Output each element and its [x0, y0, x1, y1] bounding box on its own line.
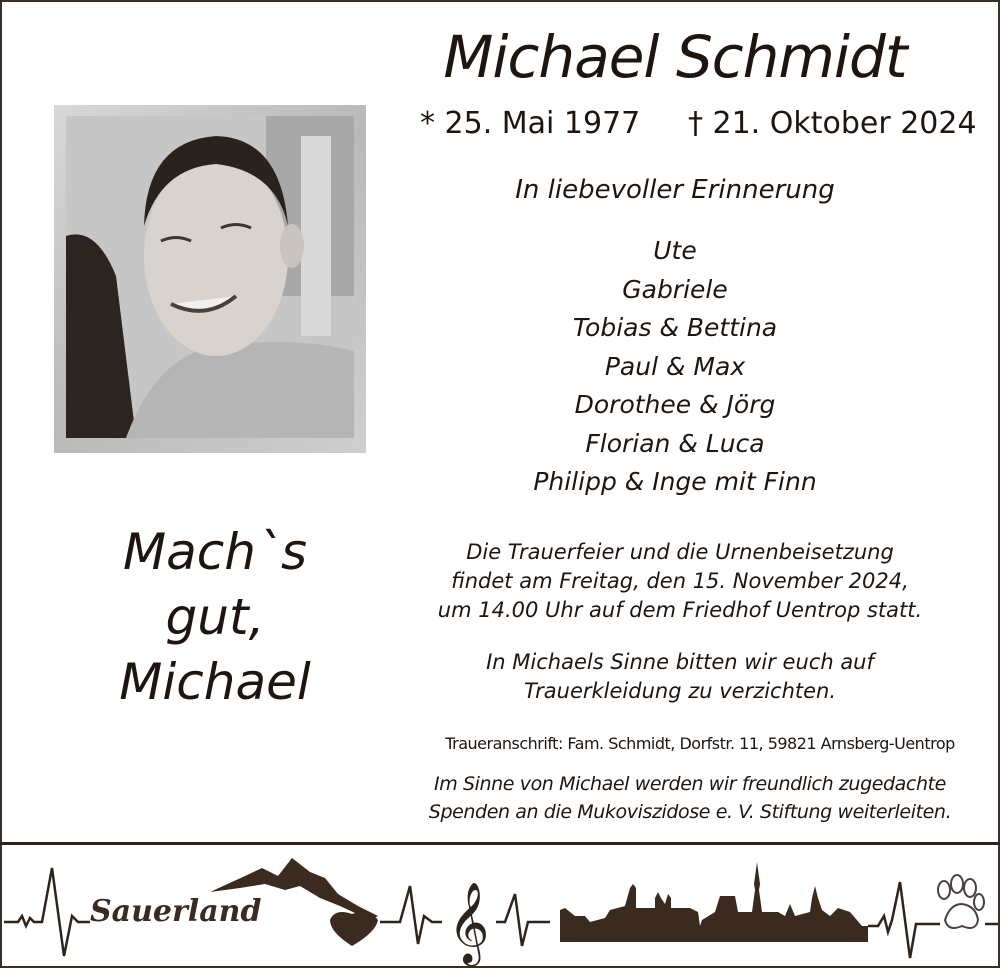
sauerland-logo-text: Sauerland — [90, 894, 262, 929]
heartbeat-line-icon — [868, 882, 940, 958]
treble-clef-icon: 𝄞 — [448, 881, 490, 963]
memorial-subtitle: In liebevoller Erinnerung — [515, 175, 835, 205]
birth-date: * 25. Mai 1977 — [420, 106, 641, 141]
mourner: Dorothee & Jörg — [574, 390, 776, 419]
mourner: Paul & Max — [604, 351, 746, 381]
heart-icon — [330, 912, 378, 946]
ceremony-line: um 14.00 Uhr auf dem Friedhof Uentrop statt. — [437, 598, 923, 622]
footer-divider — [0, 842, 1000, 845]
farewell-line: Mach`s — [122, 523, 307, 581]
heartbeat-line-icon — [496, 894, 550, 946]
mourner: Ute — [653, 236, 697, 265]
dress-code-request — [410, 648, 950, 706]
donation-note — [400, 770, 980, 826]
mourner: Philipp & Inge mit Finn — [533, 467, 817, 496]
heartbeat-line-icon — [4, 868, 90, 956]
ceremony-line: Die Trauerfeier und die Urnenbeisetzung — [466, 540, 894, 564]
donation-line: Im Sinne von Michael werden wir freundlich zugedachte — [434, 773, 946, 795]
deceased-name: Michael Schmidt — [443, 23, 907, 91]
mourner: Florian & Luca — [585, 428, 765, 458]
farewell-message — [60, 520, 370, 715]
ceremony-line: findet am Freitag, den 15. November 2024, — [451, 569, 909, 593]
funeral-ceremony-info — [410, 538, 950, 625]
farewell-line: Michael — [119, 653, 311, 711]
request-line: Trauerkleidung zu verzichten. — [523, 679, 837, 703]
heartbeat-line-icon — [380, 886, 442, 944]
donation-line: Spenden an die Mukoviszidose e. V. Stiftung weiterleiten. — [428, 801, 952, 823]
mourner: Gabriele — [622, 274, 728, 304]
mourner: Tobias & Bettina — [572, 313, 778, 342]
mourners-list — [470, 232, 880, 502]
mourning-address: Traueranschrift: Fam. Schmidt, Dorfstr. 11, 59821 Arnsberg-Uentrop — [445, 734, 955, 753]
portrait-photo-frame — [54, 105, 366, 453]
life-dates — [420, 104, 977, 144]
request-line: In Michaels Sinne bitten wir euch auf — [486, 650, 874, 674]
death-date: † 21. Oktober 2024 — [687, 106, 977, 141]
city-skyline-icon — [560, 862, 868, 942]
paw-print-icon — [938, 875, 984, 928]
portrait-photo — [66, 116, 354, 438]
portrait-image-icon — [66, 116, 354, 438]
farewell-line: gut, — [165, 588, 265, 646]
